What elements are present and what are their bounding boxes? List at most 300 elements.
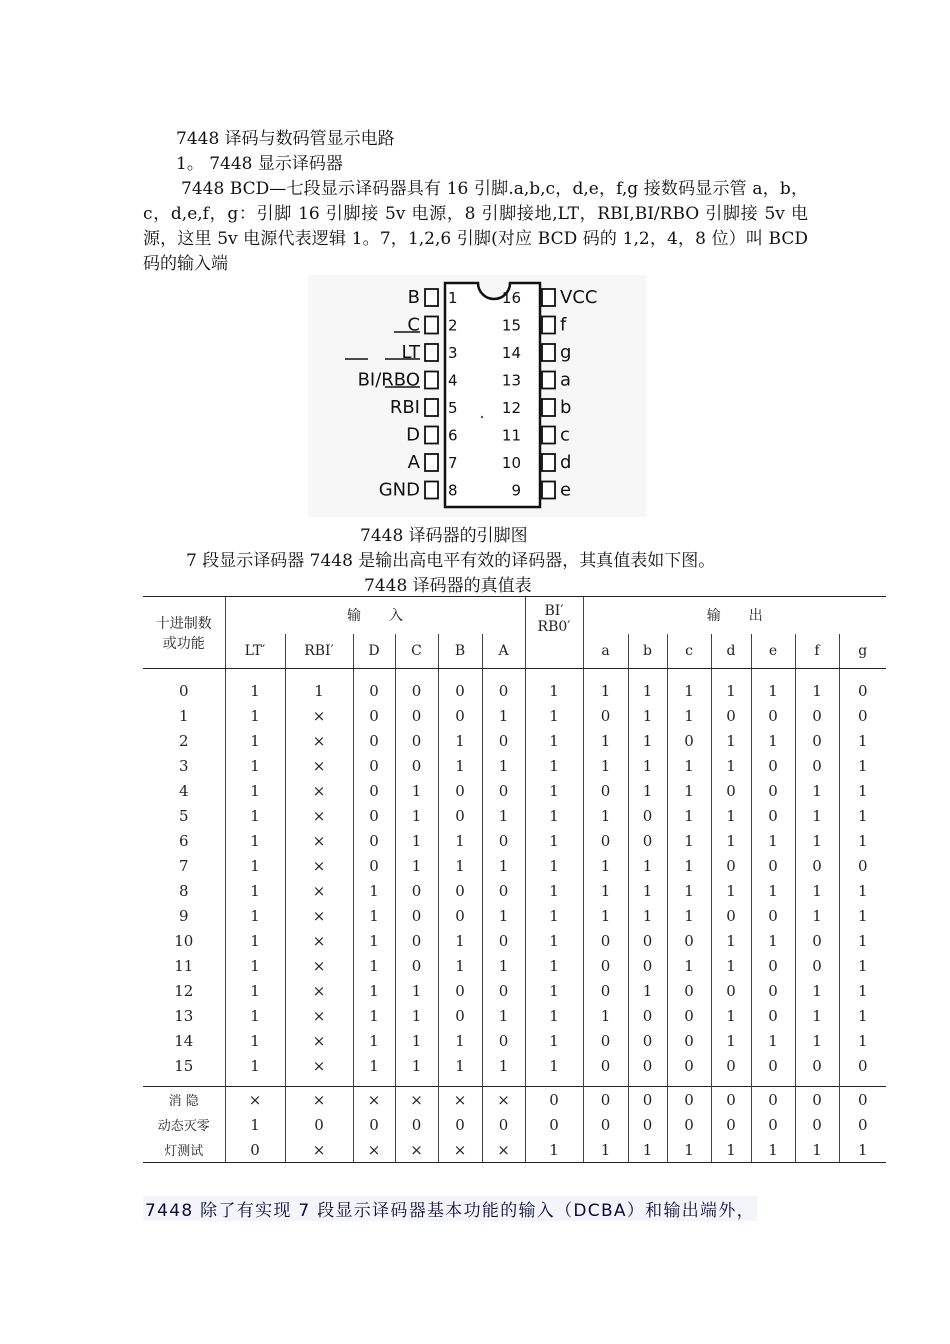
table-cell: 0 bbox=[711, 1053, 751, 1087]
table-cell: 0 bbox=[711, 978, 751, 1003]
table-cell: 1 bbox=[482, 953, 525, 978]
pin-label-left-7: A bbox=[407, 452, 420, 473]
table-cell: 1 bbox=[628, 703, 667, 728]
table-cell: 1 bbox=[667, 953, 711, 978]
table-cell: 0 bbox=[583, 928, 628, 953]
table-cell: 1 bbox=[839, 978, 886, 1003]
table-cell: 1 bbox=[667, 878, 711, 903]
table-cell: 0 bbox=[751, 903, 795, 928]
table-row bbox=[143, 728, 886, 753]
table-cell: 1 bbox=[711, 878, 751, 903]
table-cell: × bbox=[285, 803, 353, 828]
table-cell: 1 bbox=[751, 878, 795, 903]
pin-right-13 bbox=[542, 372, 555, 389]
table-cell: 1 bbox=[839, 903, 886, 928]
row-label: 3 bbox=[178, 756, 189, 775]
table-cell: 1 bbox=[667, 703, 711, 728]
pin-label-left-6: D bbox=[406, 424, 420, 446]
table-cell: 1 bbox=[353, 878, 395, 903]
table-row bbox=[143, 903, 886, 928]
table-cell: 1 bbox=[583, 753, 628, 778]
table-cell: 1 bbox=[667, 778, 711, 803]
table-cell: 0 bbox=[395, 1112, 438, 1137]
table-cell: 1 bbox=[667, 803, 711, 828]
table-cell: 0 bbox=[628, 1112, 667, 1137]
table-cell: 1 bbox=[438, 1053, 482, 1087]
table-cell: 0 bbox=[795, 703, 839, 728]
column-header-6: A bbox=[482, 634, 525, 669]
table-cell: 1 bbox=[628, 853, 667, 878]
table-cell: 1 bbox=[525, 703, 583, 728]
table-cell: 0 bbox=[751, 853, 795, 878]
table-cell: 0 bbox=[628, 803, 667, 828]
table-cell: 0 bbox=[438, 778, 482, 803]
table-cell: × bbox=[285, 1087, 353, 1113]
pin-caption: 7448 译码器的引脚图 bbox=[360, 526, 528, 546]
table-cell: 0 bbox=[583, 703, 628, 728]
table-cell: 1 bbox=[628, 903, 667, 928]
table-cell: 1 bbox=[395, 803, 438, 828]
table-row bbox=[143, 753, 886, 778]
table-cell: 1 bbox=[711, 1028, 751, 1053]
pin-number-8: 8 bbox=[448, 481, 458, 500]
table-cell: 0 bbox=[438, 669, 482, 704]
pin-number-14: 14 bbox=[501, 344, 521, 362]
table-cell: 1 bbox=[225, 1053, 285, 1087]
column-header-9: c bbox=[667, 634, 711, 669]
table-cell: 1 bbox=[482, 1053, 525, 1087]
table-cell: 0 bbox=[667, 728, 711, 753]
table-cell: 1 bbox=[795, 803, 839, 828]
table-cell: 1 bbox=[225, 703, 285, 728]
table-cell: × bbox=[285, 703, 353, 728]
pin-number-9: 9 bbox=[511, 481, 521, 500]
table-cell: 0 bbox=[839, 1053, 886, 1087]
table-cell: × bbox=[438, 1087, 482, 1113]
table-cell: 1 bbox=[525, 903, 583, 928]
column-header-7: a bbox=[583, 634, 628, 669]
table-cell: 1 bbox=[225, 803, 285, 828]
table-cell: 1 bbox=[482, 853, 525, 878]
pin-left-7 bbox=[425, 454, 438, 471]
table-cell: 0 bbox=[711, 1087, 751, 1113]
table-cell: 0 bbox=[751, 978, 795, 1003]
table-cell: 1 bbox=[525, 928, 583, 953]
table-cell: 0 bbox=[795, 728, 839, 753]
table-cell: 1 bbox=[583, 669, 628, 704]
table-cell: 0 bbox=[839, 1087, 886, 1113]
table-cell: 1 bbox=[482, 753, 525, 778]
table-cell: 0 bbox=[525, 1087, 583, 1113]
table-cell: 0 bbox=[628, 928, 667, 953]
pin-label-left-4: BI/RBO bbox=[357, 369, 420, 391]
table-cell: 0 bbox=[438, 978, 482, 1003]
pin-right-12 bbox=[542, 399, 555, 416]
row-label: 8 bbox=[178, 881, 189, 900]
pin-number-11: 11 bbox=[501, 426, 521, 445]
row-label: 5 bbox=[178, 806, 189, 825]
header-rbo: RB0′ bbox=[537, 619, 571, 635]
column-header-5: B bbox=[438, 634, 482, 669]
table-cell: 1 bbox=[225, 878, 285, 903]
table-row bbox=[143, 1137, 886, 1163]
table-cell: 0 bbox=[751, 1003, 795, 1028]
table-cell: 0 bbox=[583, 828, 628, 853]
table-cell: 0 bbox=[795, 853, 839, 878]
table-row bbox=[143, 978, 886, 1003]
table-cell: 1 bbox=[711, 1003, 751, 1028]
row-label: 12 bbox=[174, 981, 194, 1000]
table-cell: 1 bbox=[839, 928, 886, 953]
table-cell: 0 bbox=[395, 928, 438, 953]
table-row bbox=[143, 778, 886, 803]
header-function-line2: 或功能 bbox=[162, 635, 205, 652]
table-cell: 1 bbox=[482, 803, 525, 828]
table-cell: 1 bbox=[438, 853, 482, 878]
chip-7448-svg bbox=[308, 275, 646, 517]
table-cell: 0 bbox=[482, 828, 525, 853]
table-cell: 1 bbox=[225, 778, 285, 803]
table-cell: 1 bbox=[751, 828, 795, 853]
table-cell: 1 bbox=[628, 753, 667, 778]
table-row bbox=[143, 878, 886, 903]
table-cell: 1 bbox=[438, 753, 482, 778]
row-label: 2 bbox=[178, 731, 189, 750]
table-cell: 1 bbox=[795, 1028, 839, 1053]
table-cell: 0 bbox=[667, 1028, 711, 1053]
table-cell: 1 bbox=[711, 953, 751, 978]
table-cell: 0 bbox=[795, 1053, 839, 1087]
table-cell: × bbox=[285, 1003, 353, 1028]
table-cell: 1 bbox=[667, 669, 711, 704]
table-cell: 0 bbox=[628, 828, 667, 853]
table-row bbox=[143, 1053, 886, 1087]
row-label: 13 bbox=[174, 1006, 194, 1025]
table-cell: 1 bbox=[583, 1003, 628, 1028]
table-cell: 0 bbox=[353, 753, 395, 778]
table-cell: 1 bbox=[667, 853, 711, 878]
table-cell: 1 bbox=[438, 953, 482, 978]
table-cell: 0 bbox=[667, 978, 711, 1003]
table-cell: × bbox=[285, 753, 353, 778]
table-cell: 1 bbox=[438, 728, 482, 753]
table-cell: 0 bbox=[628, 1053, 667, 1087]
table-cell: 0 bbox=[628, 1003, 667, 1028]
table-row bbox=[143, 803, 886, 828]
pin-label-right-12: b bbox=[560, 397, 572, 418]
table-cell: 0 bbox=[711, 853, 751, 878]
table-cell: 1 bbox=[795, 878, 839, 903]
table-row bbox=[143, 928, 886, 953]
row-label: 15 bbox=[174, 1056, 194, 1075]
truth-table-title: 7448 译码器的真值表 bbox=[364, 576, 532, 596]
table-cell: 1 bbox=[525, 669, 583, 704]
footer-text: 7448 除了有实现 7 段显示译码器基本功能的输入（DCBA）和输出端外， bbox=[143, 1196, 757, 1221]
table-cell: × bbox=[438, 1137, 482, 1163]
table-cell: 1 bbox=[353, 953, 395, 978]
table-cell: 1 bbox=[525, 978, 583, 1003]
table-cell: 1 bbox=[839, 828, 886, 853]
table-cell: 1 bbox=[583, 903, 628, 928]
table-cell: 1 bbox=[839, 728, 886, 753]
table-cell: 0 bbox=[395, 753, 438, 778]
table-cell: 0 bbox=[667, 1112, 711, 1137]
row-label: 11 bbox=[174, 956, 194, 975]
column-header-10: d bbox=[711, 634, 751, 669]
table-cell: 1 bbox=[628, 778, 667, 803]
table-cell: × bbox=[285, 728, 353, 753]
table-cell: 0 bbox=[583, 953, 628, 978]
table-cell: 1 bbox=[711, 1137, 751, 1163]
table-cell: 1 bbox=[285, 669, 353, 704]
pin-number-16: 16 bbox=[501, 289, 521, 307]
pin-number-6: 6 bbox=[448, 426, 458, 445]
table-cell: 0 bbox=[353, 778, 395, 803]
table-cell: × bbox=[285, 1137, 353, 1163]
table-cell: 0 bbox=[225, 1137, 285, 1163]
table-cell: 0 bbox=[628, 1028, 667, 1053]
table-row bbox=[143, 828, 886, 853]
table-cell: 1 bbox=[525, 728, 583, 753]
pin-label-right-15: f bbox=[560, 314, 567, 336]
table-cell: 1 bbox=[711, 669, 751, 704]
table-cell: 0 bbox=[438, 903, 482, 928]
table-cell: 0 bbox=[395, 953, 438, 978]
row-label: 灯测试 bbox=[143, 1137, 225, 1163]
table-row bbox=[143, 1087, 886, 1113]
table-cell: 0 bbox=[795, 753, 839, 778]
truth-table-sentence: 7 段显示译码器 7448 是输出高电平有效的译码器，其真值表如下图。 bbox=[186, 551, 716, 571]
table-cell: × bbox=[225, 1087, 285, 1113]
table-cell: 1 bbox=[225, 953, 285, 978]
table-cell: 0 bbox=[438, 803, 482, 828]
table-cell: 0 bbox=[583, 1028, 628, 1053]
pin-left-6 bbox=[425, 427, 438, 444]
table-cell: 0 bbox=[795, 1087, 839, 1113]
table-cell: × bbox=[395, 1137, 438, 1163]
table-cell: 0 bbox=[667, 1003, 711, 1028]
table-cell: 0 bbox=[395, 669, 438, 704]
table-cell: 1 bbox=[225, 978, 285, 1003]
table-cell: 1 bbox=[583, 878, 628, 903]
column-header-3: D bbox=[353, 634, 395, 669]
table-cell: 1 bbox=[711, 928, 751, 953]
table-cell: 1 bbox=[839, 753, 886, 778]
table-cell: 1 bbox=[525, 853, 583, 878]
row-label: 1 bbox=[178, 706, 189, 725]
row-label: 消 隐 bbox=[143, 1087, 225, 1113]
table-cell: 0 bbox=[353, 669, 395, 704]
table-cell: 1 bbox=[225, 903, 285, 928]
table-cell: 1 bbox=[839, 803, 886, 828]
table-cell: 0 bbox=[438, 878, 482, 903]
chip-dot bbox=[481, 416, 483, 418]
table-cell: 0 bbox=[482, 878, 525, 903]
row-label: 9 bbox=[178, 906, 189, 925]
table-cell: 1 bbox=[482, 703, 525, 728]
row-label: 14 bbox=[174, 1031, 194, 1050]
table-cell: × bbox=[285, 928, 353, 953]
table-cell: 1 bbox=[225, 753, 285, 778]
column-header-8: b bbox=[628, 634, 667, 669]
table-cell: 1 bbox=[667, 753, 711, 778]
table-cell: 0 bbox=[583, 978, 628, 1003]
table-cell: 1 bbox=[225, 1028, 285, 1053]
table-cell: 1 bbox=[438, 1028, 482, 1053]
table-cell: 1 bbox=[395, 853, 438, 878]
table-cell: 1 bbox=[395, 1028, 438, 1053]
table-cell: 1 bbox=[225, 1003, 285, 1028]
table-cell: 1 bbox=[711, 803, 751, 828]
column-header-2: RBI′ bbox=[285, 634, 353, 669]
table-cell: 0 bbox=[751, 753, 795, 778]
pin-right-10 bbox=[542, 454, 555, 471]
table-cell: 0 bbox=[353, 853, 395, 878]
table-cell: 1 bbox=[711, 753, 751, 778]
table-cell: 1 bbox=[525, 1028, 583, 1053]
table-cell: 0 bbox=[711, 703, 751, 728]
table-cell: 1 bbox=[667, 1137, 711, 1163]
table-cell: × bbox=[285, 853, 353, 878]
table-cell: 0 bbox=[438, 1112, 482, 1137]
table-cell: × bbox=[285, 1053, 353, 1087]
row-label: 4 bbox=[178, 781, 189, 800]
description-paragraph: 7448 BCD—七段显示译码器具有 16 引脚.a,b,c，d,e，f,g 接数码显示管 a，b，c，d,e,f，g：引脚 16 引脚接 5v 电源，8 引脚接地,LT，RBI,BI/RBO 引脚接 5v 电源，这里 5v 电源代表逻辑 1。7，1,2,6 引脚(对应 BCD 码的 1,2，4，8 位）叫 BCD 码的输入端 bbox=[143, 179, 808, 274]
table-row bbox=[143, 669, 886, 704]
table-cell: 0 bbox=[839, 853, 886, 878]
table-cell: 1 bbox=[525, 828, 583, 853]
table-cell: 0 bbox=[751, 703, 795, 728]
header-bi: BI′ bbox=[544, 603, 564, 619]
table-row bbox=[143, 1028, 886, 1053]
table-cell: 1 bbox=[839, 778, 886, 803]
table-cell: 0 bbox=[525, 1112, 583, 1137]
table-cell: 1 bbox=[667, 903, 711, 928]
row-label: 6 bbox=[178, 831, 189, 850]
pin-right-9 bbox=[542, 482, 555, 499]
table-cell: 0 bbox=[751, 1053, 795, 1087]
table-cell: 0 bbox=[583, 1087, 628, 1113]
pin-diagram bbox=[308, 275, 646, 517]
pin-number-3: 3 bbox=[448, 344, 458, 362]
table-cell: 1 bbox=[839, 953, 886, 978]
table-cell: 0 bbox=[395, 703, 438, 728]
table-cell: 1 bbox=[525, 778, 583, 803]
header-output: 输 出 bbox=[583, 597, 886, 634]
pin-left-4 bbox=[425, 372, 438, 389]
table-cell: 1 bbox=[795, 978, 839, 1003]
table-cell: 0 bbox=[711, 778, 751, 803]
table-cell: 1 bbox=[525, 878, 583, 903]
table-cell: 1 bbox=[751, 669, 795, 704]
table-cell: 1 bbox=[225, 1112, 285, 1137]
section-title: 1。 7448 显示译码器 bbox=[176, 154, 343, 174]
table-cell: × bbox=[353, 1137, 395, 1163]
pin-right-14 bbox=[542, 344, 555, 361]
table-cell: 1 bbox=[525, 803, 583, 828]
table-cell: 1 bbox=[438, 828, 482, 853]
table-cell: 1 bbox=[525, 1003, 583, 1028]
table-cell: 0 bbox=[751, 1087, 795, 1113]
pin-number-1: 1 bbox=[448, 289, 458, 307]
table-cell: 0 bbox=[438, 703, 482, 728]
pin-left-1 bbox=[425, 289, 438, 306]
pin-number-2: 2 bbox=[448, 316, 458, 335]
chip-body bbox=[445, 283, 540, 507]
table-cell: 1 bbox=[353, 1053, 395, 1087]
table-cell: 0 bbox=[353, 828, 395, 853]
column-header-12: f bbox=[795, 634, 839, 669]
table-cell: 1 bbox=[751, 928, 795, 953]
table-cell: 1 bbox=[225, 928, 285, 953]
table-cell: 0 bbox=[751, 803, 795, 828]
table-cell: 1 bbox=[583, 1137, 628, 1163]
header-bi-rbo bbox=[525, 597, 583, 669]
table-cell: 0 bbox=[353, 1112, 395, 1137]
pin-label-right-16: VCC bbox=[560, 287, 598, 308]
table-cell: 0 bbox=[628, 1087, 667, 1113]
table-cell: 0 bbox=[438, 1003, 482, 1028]
table-cell: 0 bbox=[795, 1112, 839, 1137]
row-label: 动态灭零 bbox=[157, 1119, 210, 1134]
pin-number-12: 12 bbox=[501, 399, 521, 417]
row-label: 0 bbox=[178, 681, 189, 700]
pin-label-right-11: c bbox=[560, 424, 570, 446]
table-cell: × bbox=[285, 878, 353, 903]
pin-label-left-8: GND bbox=[378, 479, 420, 501]
table-row bbox=[143, 853, 886, 878]
table-cell: 0 bbox=[628, 953, 667, 978]
table-cell: 0 bbox=[353, 728, 395, 753]
table-cell: 1 bbox=[225, 828, 285, 853]
table-cell: 0 bbox=[482, 1028, 525, 1053]
table-cell: 1 bbox=[751, 1137, 795, 1163]
table-cell: × bbox=[395, 1087, 438, 1113]
table-cell: 1 bbox=[751, 728, 795, 753]
table-cell: 1 bbox=[795, 778, 839, 803]
table-cell: 0 bbox=[751, 953, 795, 978]
pin-label-left-2: C bbox=[407, 314, 420, 336]
pin-left-8 bbox=[425, 482, 438, 499]
table-cell: 1 bbox=[628, 669, 667, 704]
pin-label-right-13: a bbox=[560, 369, 572, 391]
table-cell: × bbox=[285, 903, 353, 928]
table-cell: 1 bbox=[667, 828, 711, 853]
truth-table bbox=[143, 596, 886, 1163]
table-cell: 1 bbox=[225, 669, 285, 704]
table-cell: 0 bbox=[285, 1112, 353, 1137]
table-row bbox=[143, 1003, 886, 1028]
table-cell: 0 bbox=[353, 803, 395, 828]
pin-number-5: 5 bbox=[448, 399, 458, 417]
table-cell: 1 bbox=[482, 903, 525, 928]
table-cell: 1 bbox=[525, 1053, 583, 1087]
table-cell: 1 bbox=[583, 803, 628, 828]
table-cell: 1 bbox=[839, 1003, 886, 1028]
table-cell: 0 bbox=[667, 928, 711, 953]
pin-left-5 bbox=[425, 399, 438, 416]
table-cell: 0 bbox=[839, 703, 886, 728]
table-cell: 0 bbox=[711, 1112, 751, 1137]
table-cell: 1 bbox=[353, 928, 395, 953]
table-cell: 1 bbox=[353, 1003, 395, 1028]
table-cell: 0 bbox=[482, 669, 525, 704]
table-cell: 1 bbox=[839, 878, 886, 903]
table-cell: 1 bbox=[395, 778, 438, 803]
table-cell: 1 bbox=[711, 728, 751, 753]
table-cell: 1 bbox=[583, 728, 628, 753]
pin-label-right-9: e bbox=[560, 479, 572, 501]
